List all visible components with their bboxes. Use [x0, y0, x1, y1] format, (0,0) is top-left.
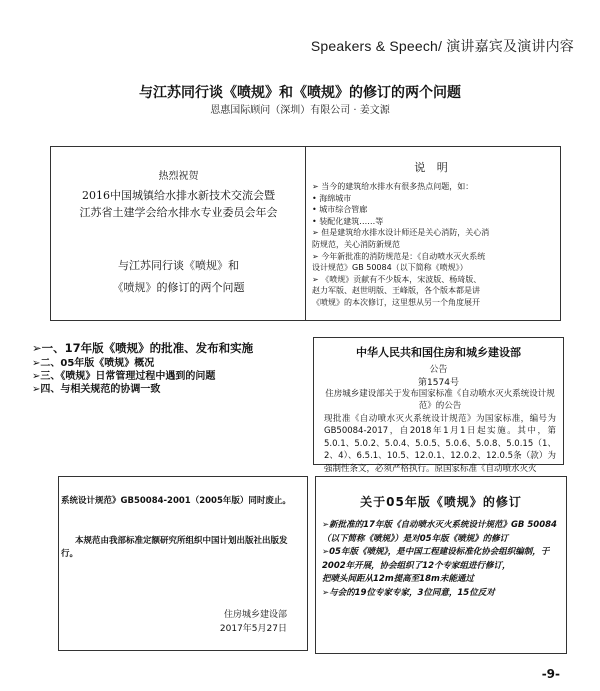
slide1-conference-line: 江苏省土建学会给水排水专业委员会年会	[79, 206, 278, 219]
page-number: -9-	[541, 667, 560, 681]
list-item: 把喷头间距从12m提高至18m未能通过	[322, 574, 474, 585]
slide2-heading: 说 明	[414, 161, 452, 174]
slide1-topic-line: 《喷规》的修订的两个问题	[112, 281, 245, 294]
list-item: • 海绵城市	[312, 193, 352, 203]
slide-announcement-continued	[58, 476, 308, 651]
list-item: ➢ 《喷规》贡献有不少版本，宋波版、杨琦版、	[312, 274, 482, 284]
list-item: • 装配化建筑……等	[312, 216, 384, 226]
slide5-text1: 系统设计规范》GB50084-2001（2005年版）同时废止。	[61, 496, 291, 506]
slide4-org: 中华人民共和国住房和城乡建设部	[356, 346, 521, 359]
slide1-topic	[51, 255, 306, 299]
slide4-body: 现批准《自动喷水灭火系统设计规范》为国家标准，编号为GB50084-2017，自2018年1月1日起实施。其中，第5.0.1、5.0.2、5.0.4、5.0.5、5.0.6、5.0.8、5.0.15（1、2、4）、6.5.1、10.5、12.0.1、12.0.2、12.0.5条（款）为强制性条文，必须严格执行。原国家标准《自动喷水灭火	[324, 414, 556, 474]
list-item: 《喷规》的本次修订，这里想从另一个角度展开	[312, 297, 480, 307]
slide4-notice-title: 住房城乡建设部关于发布国家标准《自动喷水灭火系统设计规范》的公告	[325, 389, 555, 411]
slide1-conference-line: 2016中国城镇给水排水新技术交流会暨	[82, 189, 275, 202]
slide-explanation	[305, 146, 561, 321]
list-item: ➢ 今年新批准的消防规范是：《自动喷水灭火系统	[312, 251, 486, 261]
list-item: 赵力军版、赵世明版、王峰版，各个版本都是讲	[312, 286, 480, 296]
outline-item: ➢一、17年版《喷规》的批准、发布和实施	[32, 341, 254, 355]
outline-item: ➢四、与相关规范的协调一致	[32, 384, 161, 395]
slide1-conference	[51, 187, 306, 221]
page-header: Speakers & Speech/ 演讲嘉宾及演讲内容	[310, 38, 574, 54]
list-item: ➢ 但是建筑给水排水设计师还是关心消防，关心消	[312, 228, 490, 238]
article-author: 恩惠国际顾问（深圳）有限公司 · 姜文源	[210, 105, 390, 116]
outline-item: ➢三、《喷规》日常管理过程中遇到的问题	[32, 371, 216, 382]
list-item: ➢新批准的17年版《自动喷水灭火系统设计规范》GB 50084（以下简称《喷规》）是对05年版《喷规》的修订	[322, 520, 557, 544]
slide5-sign-org: 住房城乡建设部	[223, 610, 287, 620]
slide4-number: 第1574号	[418, 378, 459, 388]
list-item: 防规范，关心消防新规范	[312, 239, 400, 249]
list-item: 设计规范》GB 50084（以下简称《喷规》）	[312, 263, 468, 273]
slide6-list	[322, 519, 562, 601]
slide-outline	[32, 339, 310, 464]
list-item: • 城市综合管廊	[312, 205, 368, 215]
list-item: ➢与会的19位专家专家，3位同意，15位反对	[322, 587, 495, 598]
slide1-topic-line: 与江苏同行谈《喷规》和	[118, 259, 239, 272]
slide5-text2: 本规范由我部标准定额研究所组织中国计划出版社出版发行。	[61, 536, 288, 559]
list-item: ➢ 当今的建筑给水排水有很多热点问题，如：	[312, 182, 474, 191]
slide6-heading: 关于05年版《喷规》的修订	[360, 495, 522, 509]
article-title: 与江苏同行谈《喷规》和《喷规》的修订的两个问题	[139, 85, 461, 101]
slide-revision	[315, 476, 567, 654]
slide-congratulations	[50, 146, 307, 321]
slide1-greeting: 热烈祝贺	[158, 171, 199, 182]
slide5-sign-date: 2017年5月27日	[219, 624, 287, 634]
slide-announcement	[313, 337, 564, 474]
list-item: ➢05年版《喷规》，是中国工程建设标准化协会组织编制，于2002年开展，协会组织了12个专家组进行修订，	[322, 547, 550, 571]
outline-item: ➢二、05年版《喷规》概况	[32, 358, 155, 369]
slide2-list	[312, 181, 556, 309]
slide4-label: 公告	[429, 365, 448, 375]
